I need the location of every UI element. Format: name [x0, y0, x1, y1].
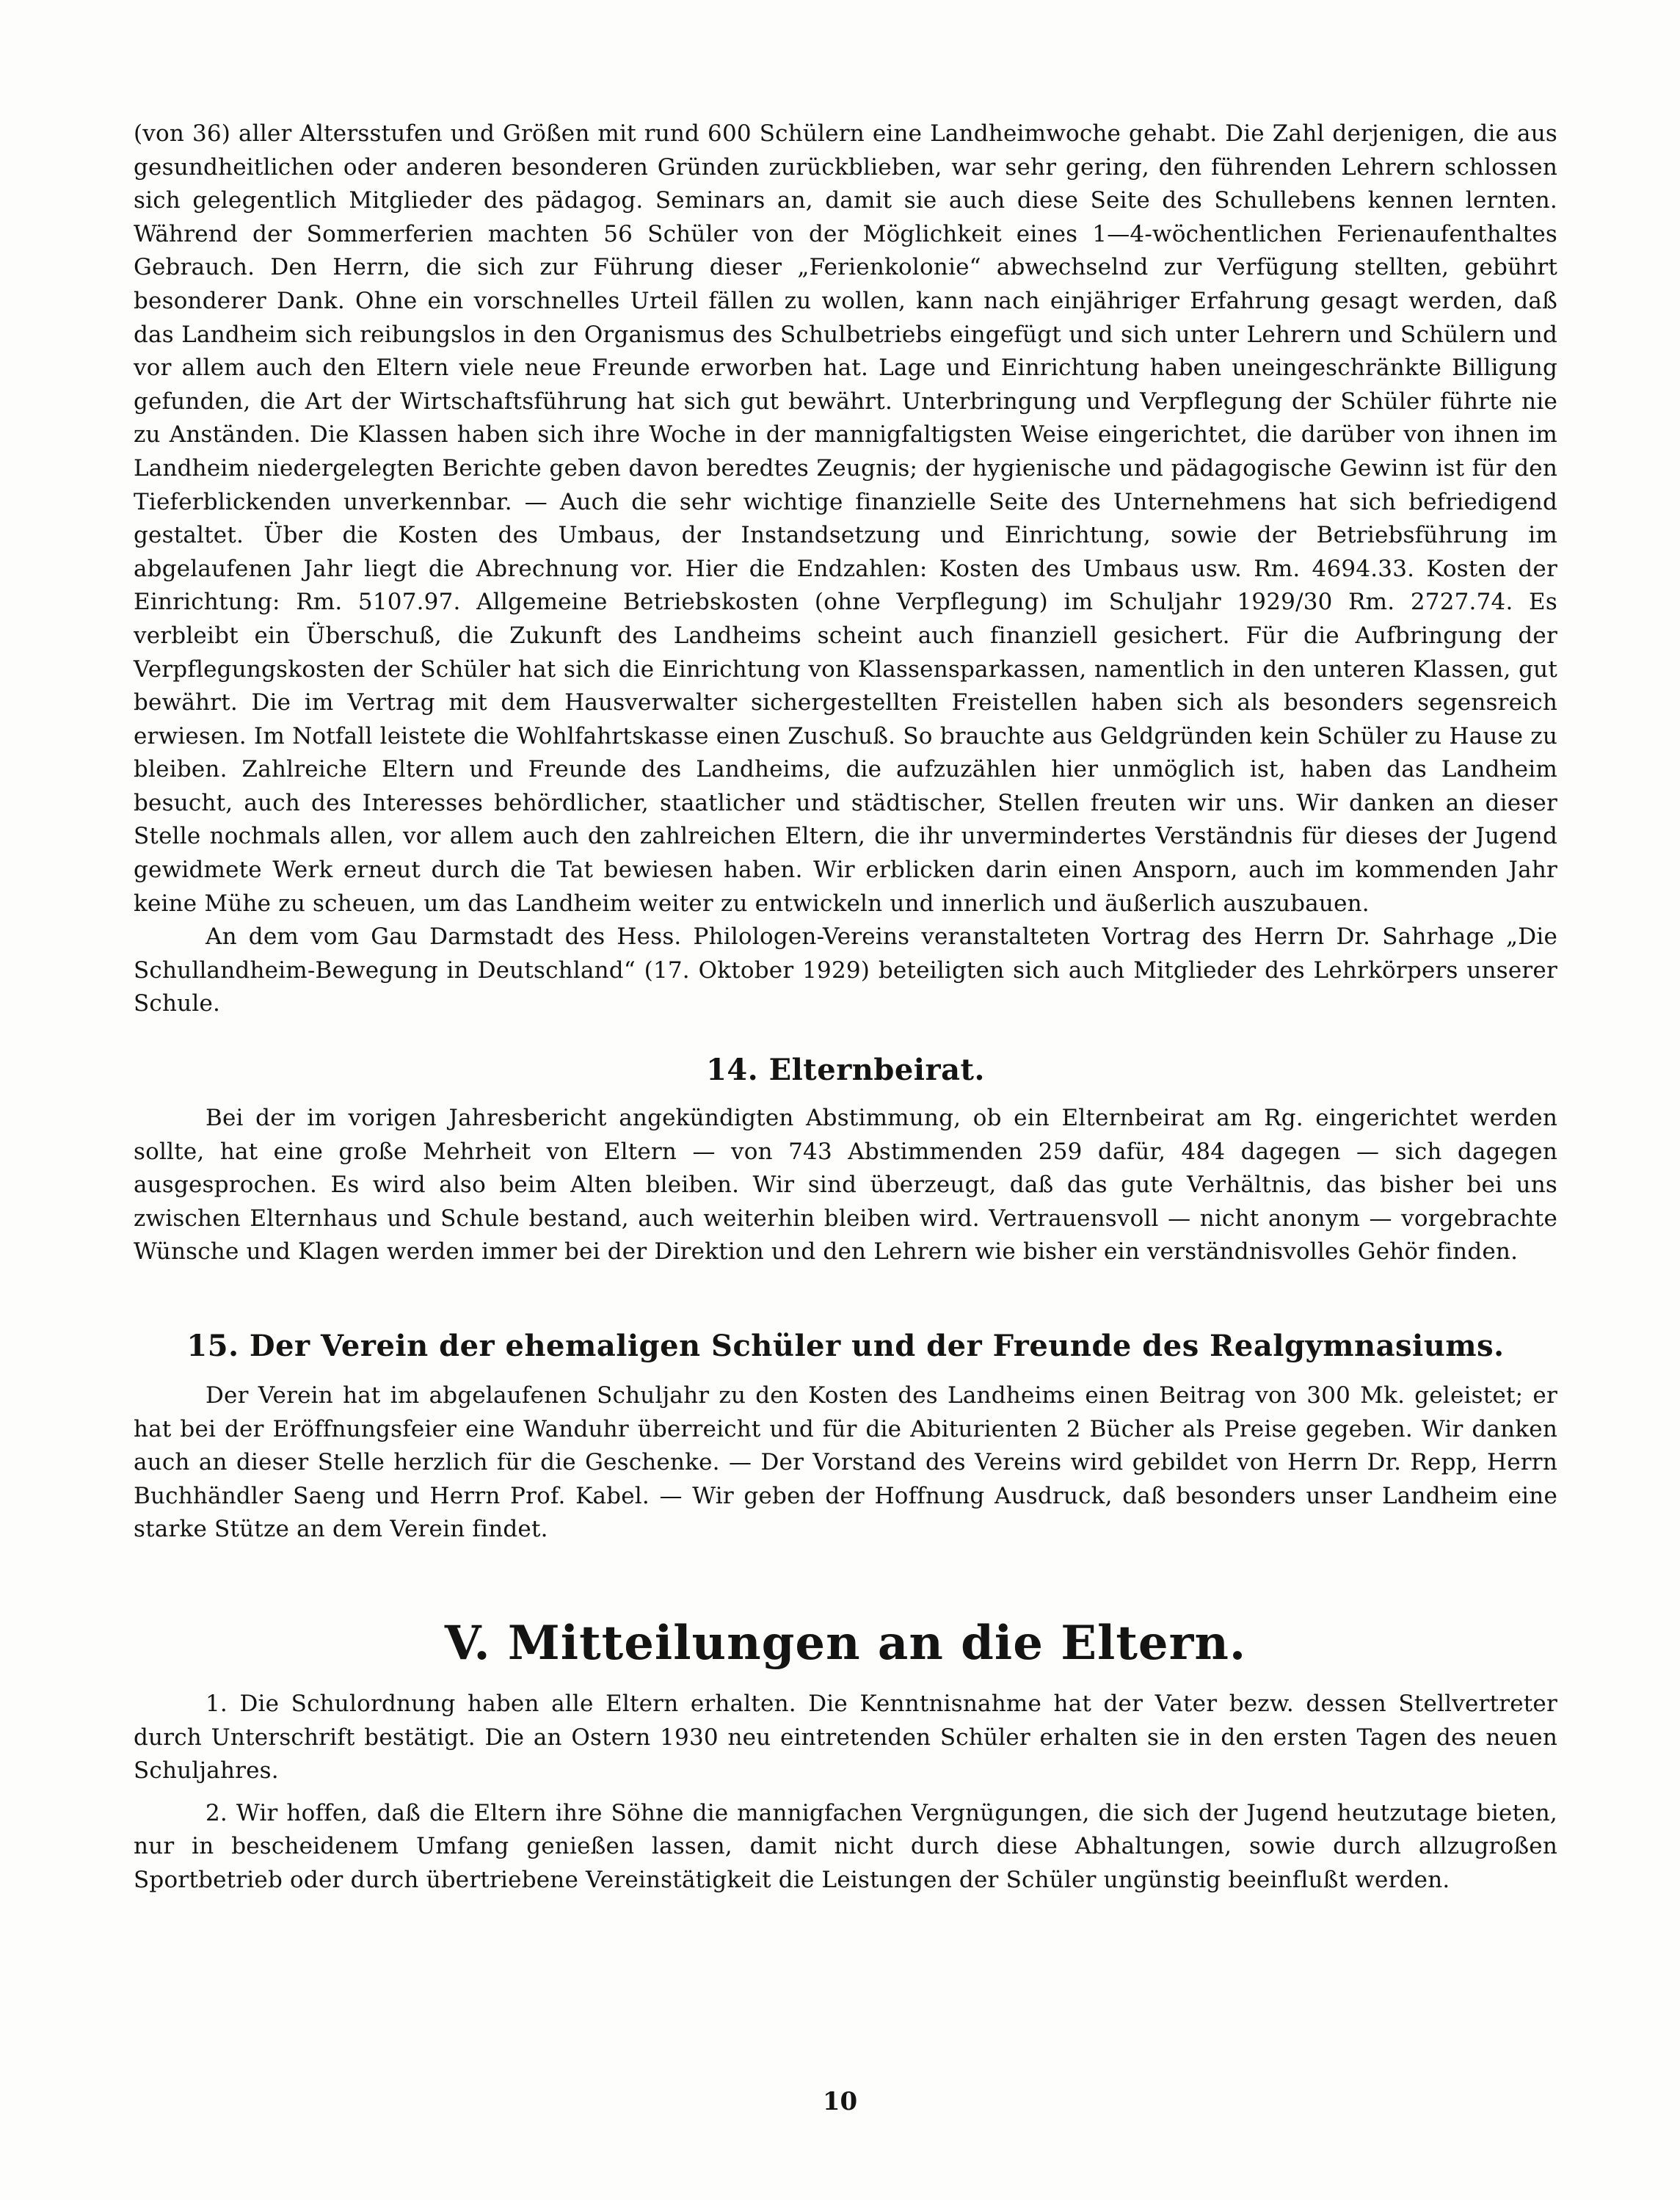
- section-14-paragraph: Bei der im vorigen Jahresbericht angekündigten Abstimmung, ob ein Elternbeirat am Rg. eingerichtet werden sollte, hat eine große Mehrheit von Eltern — von 743 Abstimmenden 259 dafür, 484 dagegen — sich dagegen ausgesprochen. Es wird also beim Alten bleiben. Wir sind überzeugt, daß das gute Verhältnis, das bisher bei uns zwischen Elternhaus und Schule bestand, auch weiterhin bleiben wird. Vertrauensvoll — nicht anonym — vorgebrachte Wünsche und Klagen werden immer bei der Direktion und den Lehrern wie bisher ein verständnisvolles Gehör finden.: [134, 1105, 1557, 1266]
- section-15-paragraph: Der Verein hat im abgelaufenen Schuljahr zu den Kosten des Landheims einen Beitrag von 300 Mk. geleistet; er hat bei der Eröffnungsfeier eine Wanduhr überreicht und für die Abiturienten 2 Bücher als Preise gegeben. Wir danken auch an dieser Stelle herzlich für die Geschenke. — Der Vorstand des Vereins wird gebildet von Herrn Dr. Repp, Herrn Buchhändler Saeng und Herrn Prof. Kabel. — Wir geben der Hoffnung Ausdruck, daß besonders unser Landheim eine starke Stütze an dem Verein findet.: [134, 1382, 1557, 1543]
- vortrag-paragraph: An dem vom Gau Darmstadt des Hess. Philologen-Vereins veranstalteten Vortrag des Herrn Dr. Sahrhage „Die Schullandheim-Bewegung in Deutschland“ (17. Oktober 1929) beteiligten sich auch Mitglieder des Lehrkörpers unserer Schule.: [134, 923, 1557, 1017]
- chapter-5-heading: V. Mitteilungen an die Eltern.: [444, 1615, 1247, 1671]
- text-column: [134, 117, 1557, 1898]
- mitteilung-item-2: 2. Wir hoffen, daß die Eltern ihre Söhne die mannigfachen Vergnügungen, die sich der Jugend heutzutage bieten, nur in bescheidenem Umfang genießen lassen, damit nicht durch diese Abhaltungen, sowie durch allzugroßen Sportbetrieb oder durch übertriebene Vereinstätigkeit die Leistungen der Schüler ungünstig beeinflußt werden.: [134, 1799, 1557, 1893]
- section-14-heading: 14. Elternbeirat.: [706, 1053, 985, 1088]
- mitteilung-item-1: 1. Die Schulordnung haben alle Eltern erhalten. Die Kenntnisnahme hat der Vater bezw. dessen Stellvertreter durch Unterschrift bestätigt. Die an Ostern 1930 neu eintretenden Schüler erhalten sie in den ersten Tagen des neuen Schuljahres.: [134, 1690, 1557, 1785]
- page-number: 10: [822, 2087, 858, 2116]
- landheim-report-paragraph: (von 36) aller Altersstufen und Größen mit rund 600 Schülern eine Landheimwoche gehabt. Die Zahl derjenigen, die aus gesundheitlichen oder anderen besonderen Gründen zurückblieben, war sehr gering, den führenden Lehrern schlossen sich gelegentlich Mitglieder des pädagog. Seminars an, damit sie auch diese Seite des Schullebens kennen lernten. Während der Sommerferien machten 56 Schüler von der Möglichkeit eines 1—4-wöchentlichen Ferienaufenthaltes Gebrauch. Den Herrn, die sich zur Führung dieser „Ferienkolonie“ abwechselnd zur Verfügung stellten, gebührt besonderer Dank. Ohne ein vorschnelles Urteil fällen zu wollen, kann nach einjähriger Erfahrung gesagt werden, daß das Landheim sich reibungslos in den Organismus des Schulbetriebs eingefügt und sich unter Lehrern und Schülern und vor allem auch den Eltern viele neue Freunde erworben hat. Lage und Einrichtung haben uneingeschränkte Billigung gefunden, die Art der Wirtschaftsführung hat sich gut bewährt. Unterbringung und Verpflegung der Schüler führte nie zu Anständen. Die Klassen haben sich ihre Woche in der mannigfaltigsten Weise eingerichtet, die darüber von ihnen im Landheim niedergelegten Berichte geben davon beredtes Zeugnis; der hygienische und pädagogische Gewinn ist für den Tieferblickenden unverkennbar. — Auch die sehr wichtige finanzielle Seite des Unternehmens hat sich befriedigend gestaltet. Über die Kosten des Umbaus, der Instandsetzung und Einrichtung, sowie der Betriebsführung im abgelaufenen Jahr liegt die Abrechnung vor. Hier die Endzahlen: Kosten des Umbaus usw. Rm. 4694.33. Kosten der Einrichtung: Rm. 5107.97. Allgemeine Betriebskosten (ohne Verpflegung) im Schuljahr 1929/30 Rm. 2727.74. Es verbleibt ein Überschuß, die Zukunft des Landheims scheint auch finanziell gesichert. Für die Aufbringung der Verpflegungskosten der Schüler hat sich die Einrichtung von Klassensparkassen, namentlich in den unteren Klassen, gut bewährt. Die im Vertrag mit dem Hausverwalter sichergestellten Freistellen haben sich als besonders segensreich erwiesen. Im Notfall leistete die Wohlfahrtskasse einen Zuschuß. So brauchte aus Geldgründen kein Schüler zu Hause zu bleiben. Zahlreiche Eltern und Freunde des Landheims, die aufzuzählen hier unmöglich ist, haben das Landheim besucht, auch des Interesses behördlicher, staatlicher und städtischer, Stellen freuten wir uns. Wir danken an dieser Stelle nochmals allen, vor allem auch den zahlreichen Eltern, die ihr unvermindertes Verständnis für dieses der Jugend gewidmete Werk erneut durch die Tat bewiesen haben. Wir erblicken darin einen Ansporn, auch im kommenden Jahr keine Mühe zu scheuen, um das Landheim weiter zu entwickeln und innerlich und äußerlich auszubauen.: [134, 120, 1557, 917]
- section-15-heading: 15. Der Verein der ehemaligen Schüler und der Freunde des Realgymnasiums.: [186, 1329, 1505, 1363]
